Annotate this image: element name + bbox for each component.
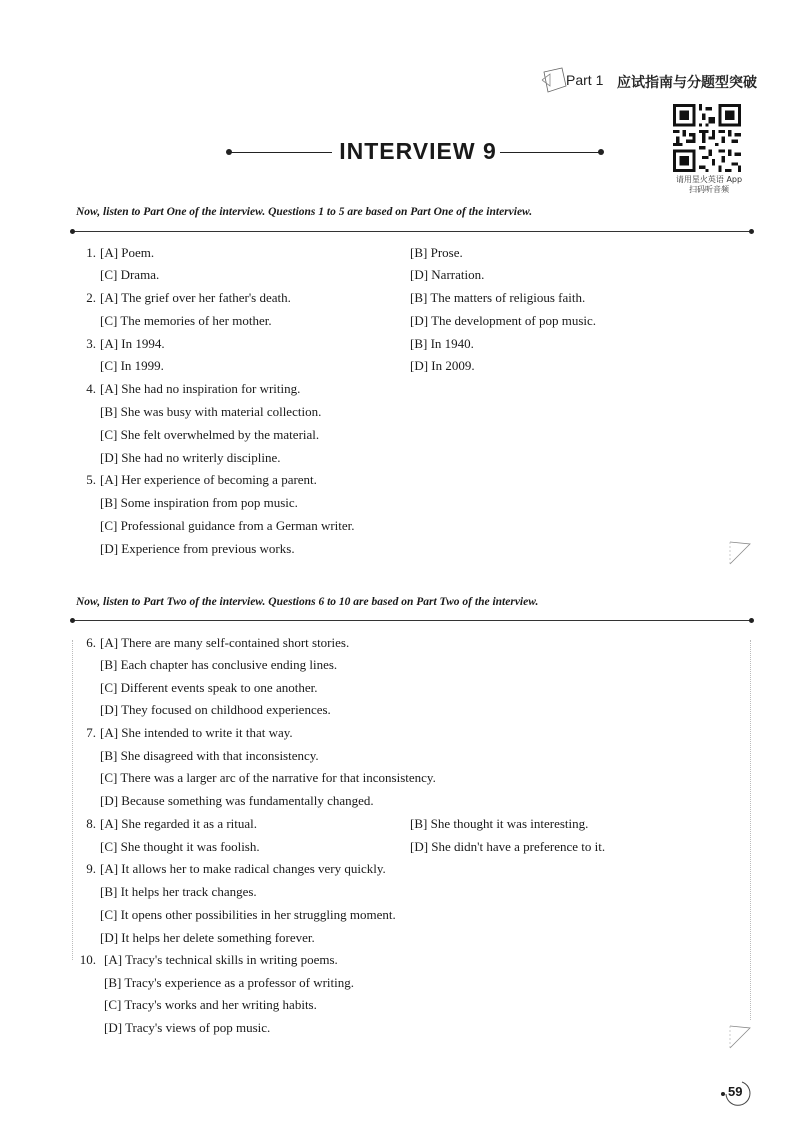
option-label: She disagreed with that inconsistency. [120,748,319,763]
option-label: She was busy with material collection. [120,404,322,419]
option-letter: [D] [410,358,429,373]
qr-caption [664,175,754,195]
option-label: Prose. [430,245,463,260]
header-part-label: Part 1 [566,72,604,88]
option-label: Experience from previous works. [121,541,295,556]
option-letter: [D] [410,267,429,282]
option-text [100,518,355,534]
option-label: Tracy's works and her writing habits. [124,997,317,1012]
option-label: She thought it was interesting. [430,816,589,831]
option-label: It helps her delete something forever. [121,930,315,945]
option-text [100,245,154,261]
option-text [100,770,436,786]
option-letter: [C] [100,907,118,922]
option-text [104,997,317,1013]
option-text [100,725,293,741]
option-text [410,290,585,306]
option-letter: [C] [100,770,118,785]
option-letter: [D] [410,839,429,854]
option-text [100,861,386,877]
option-letter: [D] [100,930,119,945]
question-number: 4. [86,381,96,396]
question-number: 9. [86,861,96,876]
question-number: 10. [79,952,96,967]
option-text [410,839,605,855]
option-text [100,404,321,420]
option-label: The memories of her mother. [120,313,272,328]
option-label: Professional guidance from a German writer. [120,518,355,533]
option-letter: [D] [100,702,119,717]
option-letter: [C] [100,358,118,373]
option-text [100,541,295,557]
option-label: She had no inspiration for writing. [121,381,301,396]
question-number: 1. [86,245,96,260]
option-letter: [B] [100,748,118,763]
option-letter: [B] [410,816,428,831]
option-label: She had no writerly discipline. [121,450,281,465]
page-number: 59 [728,1084,743,1099]
option-label: In 1940. [430,336,474,351]
option-letter: [D] [410,313,429,328]
option-label: It helps her track changes. [120,884,257,899]
option-label: Some inspiration from pop music. [120,495,298,510]
qr-caption-line-2: 扫码听音频 [689,185,729,194]
option-text [100,816,257,832]
option-text [100,680,317,696]
option-letter: [A] [100,290,119,305]
option-text [100,267,159,283]
option-letter: [A] [100,725,119,740]
option-letter: [A] [104,952,123,967]
question-number: 8. [86,816,96,831]
page-title: INTERVIEW 9 [339,138,497,164]
option-text [100,450,281,466]
page-title-row [226,138,606,168]
option-label: Because something was fundamentally changed. [121,793,374,808]
option-label: Tracy's technical skills in writing poems. [125,952,338,967]
option-text [100,884,257,900]
option-label: The matters of religious faith. [430,290,586,305]
option-letter: [A] [100,336,119,351]
option-label: She didn't have a preference to it. [431,839,606,854]
option-letter: [B] [100,495,118,510]
option-letter: [A] [100,381,119,396]
option-text [410,267,484,283]
option-letter: [C] [100,267,118,282]
option-letter: [B] [104,975,122,990]
option-text [100,381,300,397]
option-letter: [C] [100,427,118,442]
option-letter: [D] [100,793,119,808]
option-label: Each chapter has conclusive ending lines. [120,657,338,672]
option-text [100,907,396,923]
option-text [100,635,349,651]
part-two-instruction: Now, listen to Part Two of the interview. Questions 6 to 10 are based on Part Two of the interview. [76,596,539,608]
option-text [100,930,315,946]
option-text [410,245,463,261]
option-letter: [B] [100,404,118,419]
option-letter: [A] [100,245,119,260]
option-label: In 1999. [120,358,164,373]
option-letter: [C] [100,518,118,533]
margin-dotted-line [72,640,73,960]
option-label: Poem. [121,245,155,260]
option-text [100,657,337,673]
option-letter: [A] [100,816,119,831]
corner-fold-icon [728,1024,752,1050]
option-letter: [B] [410,336,428,351]
option-label: She felt overwhelmed by the material. [120,427,320,442]
qr-caption-line-1: 请用星火英语 App [675,175,743,184]
part-one-instruction: Now, listen to Part One of the interview. Questions 1 to 5 are based on Part One of the interview. [76,206,533,218]
option-letter: [C] [104,997,122,1012]
option-text [100,336,165,352]
option-label: The development of pop music. [431,313,597,328]
option-label: Drama. [120,267,160,282]
part-one-rule [72,231,752,232]
option-text [104,975,354,991]
question-number: 6. [86,635,96,650]
option-text [100,748,319,764]
option-letter: [C] [100,839,118,854]
option-text [100,290,291,306]
header-section-title: 应试指南与分题型突破 [617,75,757,91]
option-label: Her experience of becoming a parent. [121,472,317,487]
option-letter: [D] [100,450,119,465]
question-number: 3. [86,336,96,351]
part-two-rule [72,620,752,621]
option-label: It allows her to make radical changes very quickly. [121,861,386,876]
option-text [100,702,331,718]
option-label: Different events speak to one another. [120,680,318,695]
option-letter: [B] [410,245,428,260]
option-label: There was a larger arc of the narrative for that inconsistency. [120,770,436,785]
section-chevron-icon [538,66,568,96]
option-text [410,816,588,832]
option-label: There are many self-contained short stories. [121,635,350,650]
option-text [410,313,596,329]
option-label: It opens other possibilities in her struggling moment. [120,907,396,922]
option-label: In 2009. [431,358,475,373]
corner-fold-icon [728,540,752,566]
option-label: Narration. [431,267,485,282]
option-label: She intended to write it that way. [121,725,293,740]
option-label: She thought it was foolish. [120,839,260,854]
option-text [100,839,260,855]
option-text [410,336,474,352]
page-number-badge [720,1078,754,1108]
option-text [100,313,272,329]
margin-dotted-line [750,640,751,1020]
option-text [100,793,374,809]
option-text [100,358,164,374]
option-label: They focused on childhood experiences. [121,702,331,717]
option-letter: [B] [410,290,428,305]
option-label: She regarded it as a ritual. [121,816,258,831]
question-number: 5. [86,472,96,487]
option-letter: [A] [100,861,119,876]
option-label: Tracy's experience as a professor of writing. [124,975,355,990]
option-text [410,358,475,374]
option-text [100,495,298,511]
option-letter: [D] [104,1020,123,1035]
option-letter: [C] [100,680,118,695]
qr-code-icon[interactable] [673,104,741,172]
option-text [100,427,319,443]
option-letter: [A] [100,635,119,650]
option-label: Tracy's views of pop music. [125,1020,271,1035]
option-label: In 1994. [121,336,165,351]
option-text [104,952,338,968]
question-number: 2. [86,290,96,305]
option-letter: [B] [100,884,118,899]
option-text [104,1020,270,1036]
option-letter: [C] [100,313,118,328]
option-letter: [A] [100,472,119,487]
question-number: 7. [86,725,96,740]
option-letter: [B] [100,657,118,672]
option-label: The grief over her father's death. [121,290,291,305]
option-text [100,472,317,488]
option-letter: [D] [100,541,119,556]
